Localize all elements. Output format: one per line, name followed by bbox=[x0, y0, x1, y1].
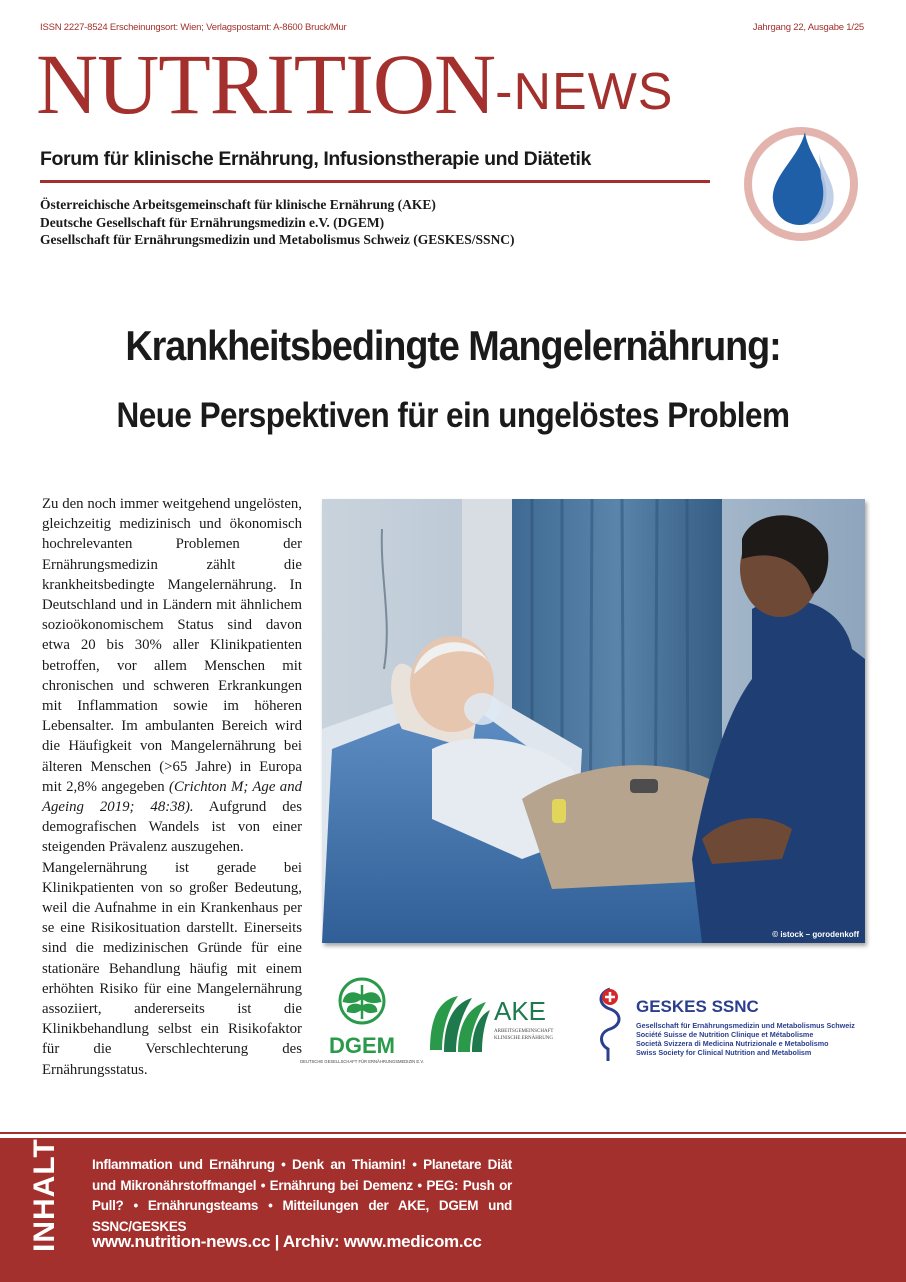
society-dgem: Deutsche Gesellschaft für Ernährungsmedizin e.V. (DGEM) bbox=[40, 214, 385, 230]
hospital-photo bbox=[322, 499, 865, 943]
masthead-title bbox=[36, 34, 673, 146]
dgem-logo bbox=[300, 975, 424, 1070]
issue-line: Jahrgang 22, Ausgabe 1/25 bbox=[752, 22, 864, 33]
contents-list: Inflammation und Ernährung • Denk an Thiamin! • Planetare Diät und Mikronährstoffmangel • Ernährung bei Demenz • PEG: Push or Pull? • Ernährungsteams • Mitteilungen der AKE, DGEM und SSNC/GESKES bbox=[92, 1157, 512, 1234]
headline-main: Krankheitsbedingte Mangelernährung: bbox=[125, 322, 781, 369]
tagline: Forum für klinische Ernährung, Infusionstherapie und Diätetik bbox=[40, 148, 591, 170]
article-body bbox=[42, 494, 302, 1080]
issn-line: ISSN 2227-8524 Erscheinungsort: Wien; Verlagspostamt: A-8600 Bruck/Mur bbox=[40, 22, 347, 33]
ake-logo bbox=[428, 990, 578, 1060]
ake-subtitle-2: KLINISCHE ERNÄHRUNG bbox=[494, 1036, 554, 1041]
photo-credit: © istock – gorodenkoff bbox=[772, 930, 859, 939]
geskes-logo bbox=[592, 985, 882, 1065]
society-ake: Österreichische Arbeitsgemeinschaft für klinische Ernährung (AKE) bbox=[40, 197, 436, 212]
ake-name: AKE bbox=[494, 996, 547, 1026]
society-geskes: Gesellschaft für Ernährungsmedizin und Metabolismus Schweiz (GESKES/SSNC) bbox=[40, 232, 515, 247]
article-paragraph-2: Mangelernährung ist gerade bei Klinikpatienten von so großer Bedeutung, weil die Aufnahme in ein Krankenhaus per se eine Risikosituation darstellt. Einerseits sind die medizinischen Gründe für eine stationäre Behandlung häufig mit einem erhöhten Risiko für eine Mangelernährung assoziiert, andererseits ist die Klinikbehandlung selbst ein Risikofaktor für die Verschlechterung des Ernährungsstatus. bbox=[42, 859, 302, 1078]
geskes-line-fr: Société Suisse de Nutrition Clinique et Métabolisme bbox=[636, 1030, 814, 1039]
dgem-name: DGEM bbox=[329, 1033, 395, 1058]
headline-sub: Neue Perspektiven für ein ungelöstes Problem bbox=[116, 396, 790, 435]
water-drop-icon bbox=[741, 124, 861, 244]
geskes-name: GESKES SSNC bbox=[636, 997, 759, 1016]
website-links[interactable]: www.nutrition-news.cc | Archiv: www.medicom.cc bbox=[92, 1232, 482, 1251]
citation: (Crichton M; Age and Ageing 2019; 48:38). bbox=[42, 778, 302, 816]
footer-rule bbox=[0, 1132, 906, 1134]
article-paragraph-1: Zu den noch immer weitgehend ungelösten, gleichzeitig medizinisch und ökonomisch hochrelevanten Problemen der Ernährungsmedizin zählt die krankheitsbedingte Mangelernährung. In Deutschland und in Ländern mit ähnlichem sozioökonomischem Status sind davon etwa 20 bis 30% aller Klinikpatienten betroffen, vor allem Menschen mit chronischen und schweren Erkrankungen mit Inflammation sowie im höheren Lebensalter. Im ambulanten Bereich wird die Häufigkeit von Mangelernährung bei älteren Menschen (>65 Jahre) in Europa mit 2,8% angegeben (Crichton M; Age and Ageing 2019; 48:38). Aufgrund des demografischen Wandels ist von einer steigenden Prävalenz auszugehen. bbox=[42, 496, 303, 856]
inhalt-label: INHALT bbox=[28, 1138, 61, 1252]
dgem-subtitle: DEUTSCHE GESELLSCHAFT FÜR ERNÄHRUNGSMEDIZIN E.V. bbox=[300, 1059, 424, 1064]
geskes-line-it: Società Svizzera di Medicina Nutrizionale e Metabolismo bbox=[636, 1039, 829, 1048]
ake-subtitle-1: ARBEITSGEMEINSCHAFT bbox=[494, 1029, 554, 1034]
title-main: NUTRITION bbox=[36, 36, 496, 132]
masthead-rule bbox=[40, 180, 710, 183]
title-suffix: -NEWS bbox=[495, 63, 674, 121]
geskes-line-de: Gesellschaft für Ernährungsmedizin und Metabolismus Schweiz bbox=[636, 1021, 855, 1030]
society-list bbox=[40, 196, 515, 249]
hospital-scene-illustration bbox=[322, 499, 865, 943]
geskes-line-en: Swiss Society for Clinical Nutrition and Metabolism bbox=[636, 1048, 812, 1057]
